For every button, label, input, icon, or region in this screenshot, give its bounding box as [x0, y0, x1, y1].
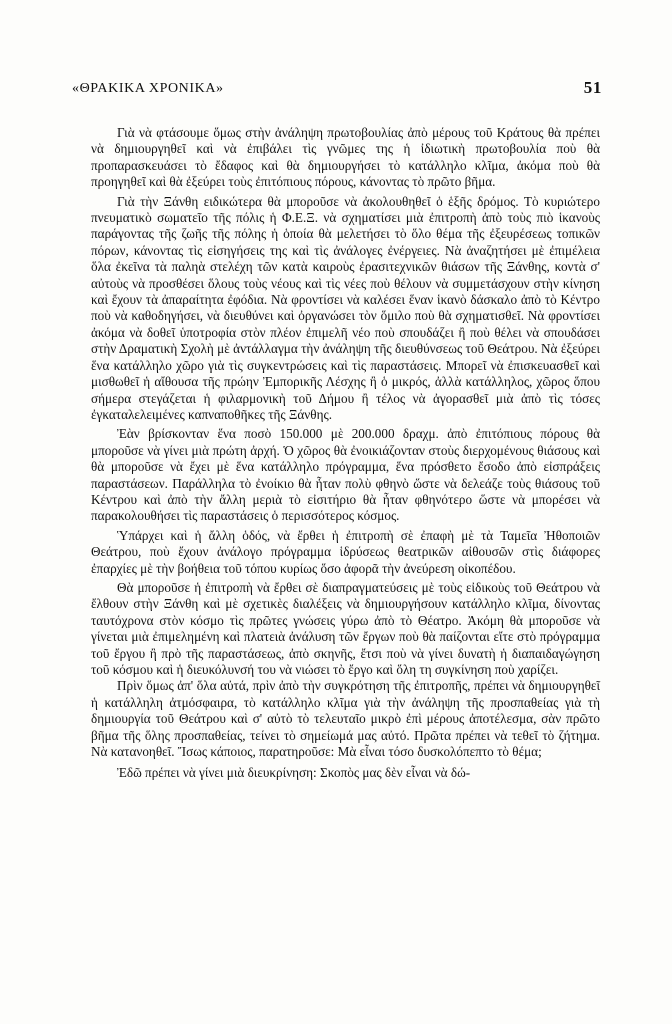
- paragraph-1: Γιὰ νὰ φτάσουμε ὅμως στὴν ἀνάληψη πρωτοβουλίας ἀπὸ μέρους τοῦ Κράτους θὰ πρέπει νὰ δημιουργηθεῖ καὶ νὰ ἐπιβάλει τὶς γνῶμες της ἡ ἰδιωτικὴ πρωτοβουλία ποὺ θὰ προπαρασκευάσει τὸ ἔδαφος καὶ θὰ δημιουργήσει τὸ κατάλληλο κλῖμα, ἀκόμα ποὺ θὰ προηγηθεῖ καὶ θὰ ἐξεύρει τοὺς ἐπιτόπιους πόρους, κάνοντας τὸ πρῶτο βῆμα.: [91, 125, 600, 190]
- running-header: [72, 78, 602, 102]
- paragraph-7: Ἐδῶ πρέπει νὰ γίνει μιὰ διευκρίνηση: Σκοπὸς μας δὲν εἶναι νὰ δώ-: [117, 765, 471, 781]
- paragraph-4: Ὑπάρχει καὶ ἡ ἄλλη ὁδός, νὰ ἔρθει ἡ ἐπιτροπὴ σὲ ἐπαφὴ μὲ τὰ Ταμεῖα Ἠθοποιῶν Θεάτρου, ποὺ ἔχουν ἀνάλογο πρόγραμμα ἱδρύσεως θεατρικῶν αἰθουσῶν στὶς διάφορες ἐπαρχίες μὲ τὴν βοήθεια τοῦ τόπου κυρίως ὅσο ἀφορᾶ τὴν ἀνεύρεση οἰκοπέδου.: [91, 527, 600, 576]
- page-number: 51: [583, 78, 602, 97]
- paragraph-2: Γιὰ τὴν Ξάνθη ειδικώτερα θὰ μποροῦσε νὰ ἀκολουθηθεῖ ὁ ἑξῆς δρόμος. Τὸ κυριώτερο πνευματικὸ σωματεῖο τῆς πόλις ἡ Φ.Ε.Ξ. νὰ σχηματίσει μιὰ ἐπιτροπὴ ἀπὸ τοὺς πιὸ ἱκανοὺς παράγοντας τῆς ζωῆς τῆς πόλης ἡ ὁποία θὰ μελετήσει τὸ ὅλο θέμα τῆς ἐξευρέσεως τοπικῶν πόρων, κάνοντας τὶς εἰσηγήσεις της καὶ τὶς ἀνάλογες ἐνέργειες. Νὰ ἀναζητήσει μὲ ἐπιμέλεια ὅλα ἐκεῖνα τὰ παληὰ στελέχη τῶν κατὰ καιροὺς ἐρασιτεχνικῶν θιάσων τῆς Ξάνθης, κοντὰ σ' αὐτοὺς νὰ προσθέσει ὅλους τοὺς νέους καὶ τὶς νέες ποὺ θέλουν νὰ συμμετάσχουν στὴν κίνηση καὶ ἔχουν τὰ ἀπαραίτητα ἐφόδια. Νὰ φροντίσει νὰ καλέσει ἕναν ἱκανὸ δάσκαλο ἀπὸ τὸ Κέντρο ποὺ νὰ καθοδηγήσει, νὰ διευθύνει καὶ ὀργανώσει τὸν ὅμιλο ποὺ θὰ σχηματισθεῖ. Νὰ φροντίσει ἀκόμα νὰ δοθεῖ ὑποτροφία στὸν πλέον ἐπιμελῆ νέο ποὺ σπουδάζει ἢ ποὺ θέλει νὰ σπουδάσει στὴν Δραματικὴ Σχολὴ μὲ ἀντάλλαγμα τὴν ἀνάληψη τῆς διευθύνσεως τοῦ Θεάτρου. Νὰ ἐξεύρει ἕνα κατάλληλο χῶρο γιὰ τὶς συγκεντρώσεις καὶ τὶς παραστάσεις. Μπορεῖ νὰ ἐπισκευασθεῖ καὶ μισθωθεῖ ἡ αἴθουσα τῆς πρώην Ἐμπορικῆς Λέσχης ἢ ὁ μικρός, ἀλλὰ κατάλληλος, χῶρος ὅπου σήμερα στεγάζεται ἡ φιλαρμονικὴ τοῦ Δήμου ἢ τέλος νὰ ἀγορασθεῖ μιὰ ἀπὸ τὶς τόσες ἐγκαταλελειμένες καπναποθῆκες τῆς Ξάνθης.: [91, 193, 600, 422]
- paragraph-6: Πρὶν ὅμως ἀπ' ὅλα αὐτά, πρὶν ἀπὸ τὴν συγκρότηση τῆς ἐπιτροπῆς, πρέπει νὰ δημιουργηθεῖ ἡ κατάλληλη ἀτμόσφαιρα, τὸ κατάλληλο κλῖμα γιὰ τὴν ἀνάληψη τῆς προσπαθείας γιὰ τὴ δημιουργία τοῦ Θεάτρου καὶ σ' αὐτὸ τὸ τελευταῖο μικρὸ ἐπὶ μέρους ἀποτέλεσμα, σὰν πρῶτο βῆμα τῆς ὅλης προσπαθείας, τείνει τὸ σημείωμά μας αὐτό. Πρῶτα πρέπει νὰ τεθεῖ τὸ ζήτημα. Νὰ κατανοηθεῖ. Ἴσως κάποιος, παρατηροῦσε: Μὰ εἶναι τόσο δυσκολόπεπτο τὸ θέμα;: [91, 678, 600, 760]
- paragraph-3: Ἐὰν βρίσκονταν ἕνα ποσὸ 150.000 μὲ 200.000 δραχμ. ἀπὸ ἐπιτόπιους πόρους θὰ μποροῦσε νὰ γίνει μιὰ πρώτη ἀρχή. Ὁ χῶρος θὰ ἐνοικιάζονταν στοὺς διερχομένους θιάσους καὶ θὰ μποροῦσε νὰ ἔχει μὲ ἕνα κατάλληλο πρόγραμμα, ἕνα πρόσθετο ἔσοδο ἀπὸ εἰσπράξεις παραστάσεων. Παράλληλα τὸ ἐνοίκιο θὰ ἦταν πολὺ φθηνὸ ὥστε νὰ δελεάζε τοὺς θιάσους τοῦ Κέντρου καὶ ἀπὸ τὴν ἄλλη μεριὰ τὸ εἰσιτήριο θὰ ἦταν φθηνότερο ὥστε νὰ μπορέσει νὰ παρακολουθήσει τὶς παραστάσεις ὁ περισσότερος κόσμος.: [91, 426, 600, 524]
- paragraph-5: Θὰ μποροῦσε ἡ ἐπιτροπὴ νὰ ἔρθει σὲ διαπραγματεύσεις μὲ τοὺς εἰδικοὺς τοῦ Θεάτρου νὰ ἔλθουν στὴν Ξάνθη καὶ μὲ σχετικὲς διαλέξεις νὰ δημιουργήσουν κατάλληλο κλῖμα, δίνοντας ταυτόχρονα στὸν κόσμο τὶς πρῶτες γνώσεις γύρω ἀπὸ τὸ Θέατρο. Ἀκόμη θὰ μποροῦσε νὰ γίνεται μιὰ ἐπιμελημένη καὶ πλατειὰ ἀνάλυση τῶν ἔργων ποὺ θὰ παίζονται εἴτε στὸ πρόγραμμα τοῦ ἔργου ἢ πρὸ τῆς παραστάσεως, ἀπὸ σκηνῆς, ἔτσι ποὺ νὰ γίνει δυνατὴ ἡ διαπαιδαγώγηση τοῦ κόσμου καὶ ἡ διευκόλυνσή του νὰ νιώσει τὸ ἔργο καὶ ὅλη τη συγκίνηση ποὺ χαρίζει.: [91, 579, 600, 677]
- running-title: «ΘΡΑΚΙΚΑ ΧΡΟΝΙΚΑ»: [72, 81, 224, 96]
- article-body: [91, 125, 600, 782]
